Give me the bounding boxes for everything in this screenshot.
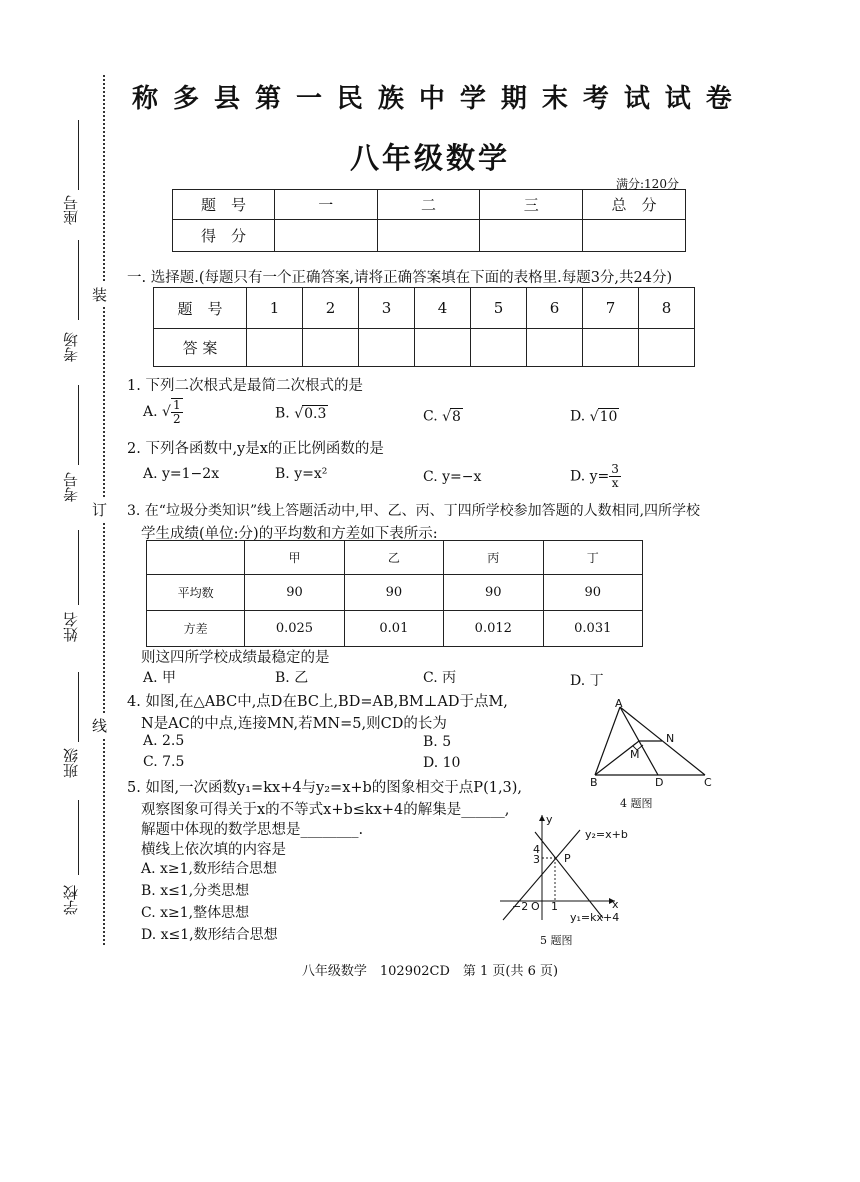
q5-option-d[interactable]: D. x≤1,数形结合思想 bbox=[141, 927, 278, 943]
q5-option-c[interactable]: C. x≥1,整体思想 bbox=[141, 905, 250, 921]
q4-caption: 4 题图 bbox=[620, 797, 653, 810]
full-score: 满分:120分 bbox=[616, 177, 679, 191]
q4-label-c: C bbox=[704, 776, 712, 789]
q3-row-label: 平均数 bbox=[147, 575, 245, 611]
score-cell: 题 号 bbox=[173, 190, 275, 220]
score-blank[interactable] bbox=[274, 220, 377, 252]
answer-blank-cell[interactable] bbox=[583, 329, 639, 367]
school-title-char: 县 bbox=[213, 84, 240, 114]
answer-number-cell: 4 bbox=[415, 288, 471, 329]
margin-line-school bbox=[78, 800, 80, 875]
q3-option-c[interactable]: C. 丙 bbox=[423, 670, 457, 686]
q3-value-cell: 0.031 bbox=[543, 611, 642, 647]
seat-label: 座号 bbox=[62, 195, 80, 225]
q5-tick-1: 1 bbox=[551, 900, 558, 913]
q1-d-radicand: 10 bbox=[599, 409, 618, 425]
answer-header-cell: 答 案 bbox=[154, 329, 247, 367]
school-title-char: 多 bbox=[172, 84, 199, 114]
score-cell: 一 bbox=[274, 190, 377, 220]
q5-line2: 观察图象可得关于x的不等式x+b≤kx+4的解集是______, bbox=[141, 802, 510, 818]
q5-tick-neg2: −2 bbox=[512, 900, 529, 913]
margin-line-room bbox=[78, 240, 80, 320]
school-title-char: 末 bbox=[541, 84, 568, 114]
margin-line-class bbox=[78, 672, 80, 742]
q5-label-x: x bbox=[612, 898, 619, 911]
school-title bbox=[132, 78, 732, 115]
q1-option-d[interactable]: D. √ 10 bbox=[570, 408, 618, 425]
q4-option-b[interactable]: B. 5 bbox=[423, 734, 452, 750]
q3-option-d[interactable]: D. 丁 bbox=[570, 673, 604, 689]
q3-header-cell: 甲 bbox=[245, 541, 344, 575]
answer-blank-cell[interactable] bbox=[359, 329, 415, 367]
school-title-char: 考 bbox=[582, 84, 609, 114]
q3-option-b[interactable]: B. 乙 bbox=[275, 670, 309, 686]
score-blank[interactable] bbox=[480, 220, 583, 252]
q2-option-c[interactable]: C. y=−x bbox=[423, 469, 482, 485]
q5-label-o: O bbox=[531, 900, 540, 913]
answer-number-cell: 7 bbox=[583, 288, 639, 329]
q3-stem-line1: 3. 在“垃圾分类知识”线上答题活动中,甲、乙、丙、丁四所学校参加答题的人数相同,四所学校 bbox=[127, 503, 701, 519]
q5-label-p: P bbox=[564, 852, 571, 865]
name-label: 姓名 bbox=[62, 612, 80, 642]
school-title-char: 试 bbox=[664, 84, 691, 114]
bind-char-xian: 线 bbox=[92, 713, 107, 738]
q3-option-a[interactable]: A. 甲 bbox=[143, 670, 177, 686]
school-title-char: 学 bbox=[459, 84, 486, 114]
q3-table bbox=[146, 540, 643, 647]
answer-blank-cell[interactable] bbox=[471, 329, 527, 367]
q2-option-b[interactable]: B. y=x² bbox=[275, 466, 328, 482]
school-title-char: 试 bbox=[623, 84, 650, 114]
score-blank[interactable] bbox=[583, 220, 686, 252]
exam-room-label: 考场 bbox=[62, 332, 80, 362]
q1-option-b[interactable]: B. √ 0.3 bbox=[275, 405, 327, 422]
school-title-char: 一 bbox=[295, 84, 322, 114]
q4-line1: 4. 如图,在△ABC中,点D在BC上,BD=AB,BM⊥AD于点M, bbox=[127, 694, 508, 710]
score-cell: 得 分 bbox=[173, 220, 275, 252]
answer-blank-cell[interactable] bbox=[639, 329, 695, 367]
q5-label-y: y bbox=[546, 813, 553, 826]
answer-header-cell: 题 号 bbox=[154, 288, 247, 329]
q1-stem: 1. 下列二次根式是最简二次根式的是 bbox=[127, 378, 363, 394]
q3-row-label: 方差 bbox=[147, 611, 245, 647]
school-title-char: 称 bbox=[132, 84, 159, 114]
q2-d-den: x bbox=[611, 476, 619, 490]
school-title-char: 中 bbox=[418, 84, 445, 114]
q1-a-sqrt: √ $\frac{1}{2}$ bbox=[162, 398, 181, 426]
answer-blank-cell[interactable] bbox=[527, 329, 583, 367]
q3-header-cell: 丁 bbox=[543, 541, 642, 575]
q4-label-b: B bbox=[590, 776, 598, 789]
q3-value-cell: 90 bbox=[444, 575, 543, 611]
q2-d-prefix: D. y= bbox=[570, 468, 610, 485]
q4-option-c[interactable]: C. 7.5 bbox=[143, 754, 185, 770]
q3-value-cell: 90 bbox=[344, 575, 443, 611]
q4-line2: N是AC的中点,连接MN,若MN=5,则CD的长为 bbox=[141, 716, 447, 732]
school-title-char: 卷 bbox=[705, 84, 732, 114]
q5-line4: 横线上依次填的内容是 bbox=[141, 842, 286, 858]
q1-b-prefix: B. bbox=[275, 405, 290, 422]
q5-label-y1: y₁=kx+4 bbox=[570, 911, 620, 924]
q5-option-a[interactable]: A. x≥1,数形结合思想 bbox=[141, 861, 277, 877]
page-footer: 八年级数学 102902CD 第 1 页(共 6 页) bbox=[301, 964, 559, 979]
answer-number-cell: 3 bbox=[359, 288, 415, 329]
answer-table bbox=[153, 287, 695, 367]
answer-blank-cell[interactable] bbox=[247, 329, 303, 367]
score-cell: 二 bbox=[377, 190, 480, 220]
q1-b-radicand: 0.3 bbox=[304, 406, 327, 422]
q2-d-num: 3 bbox=[611, 462, 619, 476]
section1-heading: 一. 选择题.(每题只有一个正确答案,请将正确答案填在下面的表格里.每题3分,共24分) bbox=[127, 270, 673, 286]
q3-value-cell: 0.012 bbox=[444, 611, 543, 647]
q3-value-cell: 90 bbox=[543, 575, 642, 611]
answer-number-cell: 5 bbox=[471, 288, 527, 329]
school-title-char: 第 bbox=[254, 84, 281, 114]
q1-c-radicand: 8 bbox=[452, 409, 461, 425]
score-cell: 总 分 bbox=[583, 190, 686, 220]
q1-a-num: 1 bbox=[172, 398, 181, 412]
q3-stem-line2: 学生成绩(单位:分)的平均数和方差如下表所示: bbox=[141, 526, 438, 542]
school-title-char: 期 bbox=[500, 84, 527, 114]
q5-caption: 5 题图 bbox=[540, 934, 573, 947]
q4-label-d: D bbox=[655, 776, 664, 789]
answer-blank-cell[interactable] bbox=[303, 329, 359, 367]
score-table bbox=[172, 189, 686, 252]
q2-option-a[interactable]: A. y=1−2x bbox=[143, 466, 220, 482]
q3-value-cell: 90 bbox=[245, 575, 344, 611]
school-title-char: 族 bbox=[377, 84, 404, 114]
q3-header-cell: 丙 bbox=[444, 541, 543, 575]
q4-label-m: M bbox=[630, 748, 640, 761]
answer-number-cell: 1 bbox=[247, 288, 303, 329]
school-title-char: 民 bbox=[336, 84, 363, 114]
q5-option-b[interactable]: B. x≤1,分类思想 bbox=[141, 883, 250, 899]
q1-option-a[interactable] bbox=[143, 398, 183, 426]
q3-value-cell: 0.01 bbox=[344, 611, 443, 647]
q4-triangle-figure bbox=[580, 695, 720, 810]
q1-d-prefix: D. bbox=[570, 408, 586, 425]
q1-option-c[interactable]: C. √ 8 bbox=[423, 408, 461, 425]
answer-number-cell: 6 bbox=[527, 288, 583, 329]
subject-title: 八年级数学 bbox=[349, 141, 510, 175]
q5-tick-3: 3 bbox=[533, 853, 540, 866]
q2-stem: 2. 下列各函数中,y是x的正比例函数的是 bbox=[127, 441, 384, 457]
q4-option-d[interactable]: D. 10 bbox=[423, 755, 461, 771]
score-blank[interactable] bbox=[377, 220, 480, 252]
q3-value-cell: 0.025 bbox=[245, 611, 344, 647]
q4-option-a[interactable]: A. 2.5 bbox=[143, 733, 185, 749]
answer-blank-cell[interactable] bbox=[415, 329, 471, 367]
q1-c-prefix: C. bbox=[423, 408, 438, 425]
margin-line-examno bbox=[78, 385, 80, 465]
q4-label-a: A bbox=[615, 697, 623, 710]
q5-label-y2: y₂=x+b bbox=[585, 828, 628, 841]
q2-option-d[interactable] bbox=[570, 463, 621, 490]
q5-tick-4: 4 bbox=[533, 843, 540, 856]
answer-number-cell: 2 bbox=[303, 288, 359, 329]
q5-line1: 5. 如图,一次函数y₁=kx+4与y₂=x+b的图象相交于点P(1,3), bbox=[127, 780, 523, 796]
bind-char-ding: 订 bbox=[92, 497, 107, 522]
q1-a-den: 2 bbox=[172, 412, 181, 426]
bind-char-zhuang: 装 bbox=[92, 282, 107, 307]
exam-number-label: 考号 bbox=[62, 472, 80, 502]
answer-number-cell: 8 bbox=[639, 288, 695, 329]
class-label: 班级 bbox=[62, 748, 80, 778]
q1-a-prefix: A. bbox=[143, 404, 158, 420]
q3-ask: 则这四所学校成绩最稳定的是 bbox=[141, 650, 330, 666]
margin-line-name bbox=[78, 530, 80, 605]
q4-label-n: N bbox=[666, 732, 675, 745]
q3-header-cell bbox=[147, 541, 245, 575]
q3-header-cell: 乙 bbox=[344, 541, 443, 575]
school-label: 学校 bbox=[62, 885, 80, 915]
q5-line3: 解题中体现的数学思想是________. bbox=[141, 822, 364, 838]
score-cell: 三 bbox=[480, 190, 583, 220]
